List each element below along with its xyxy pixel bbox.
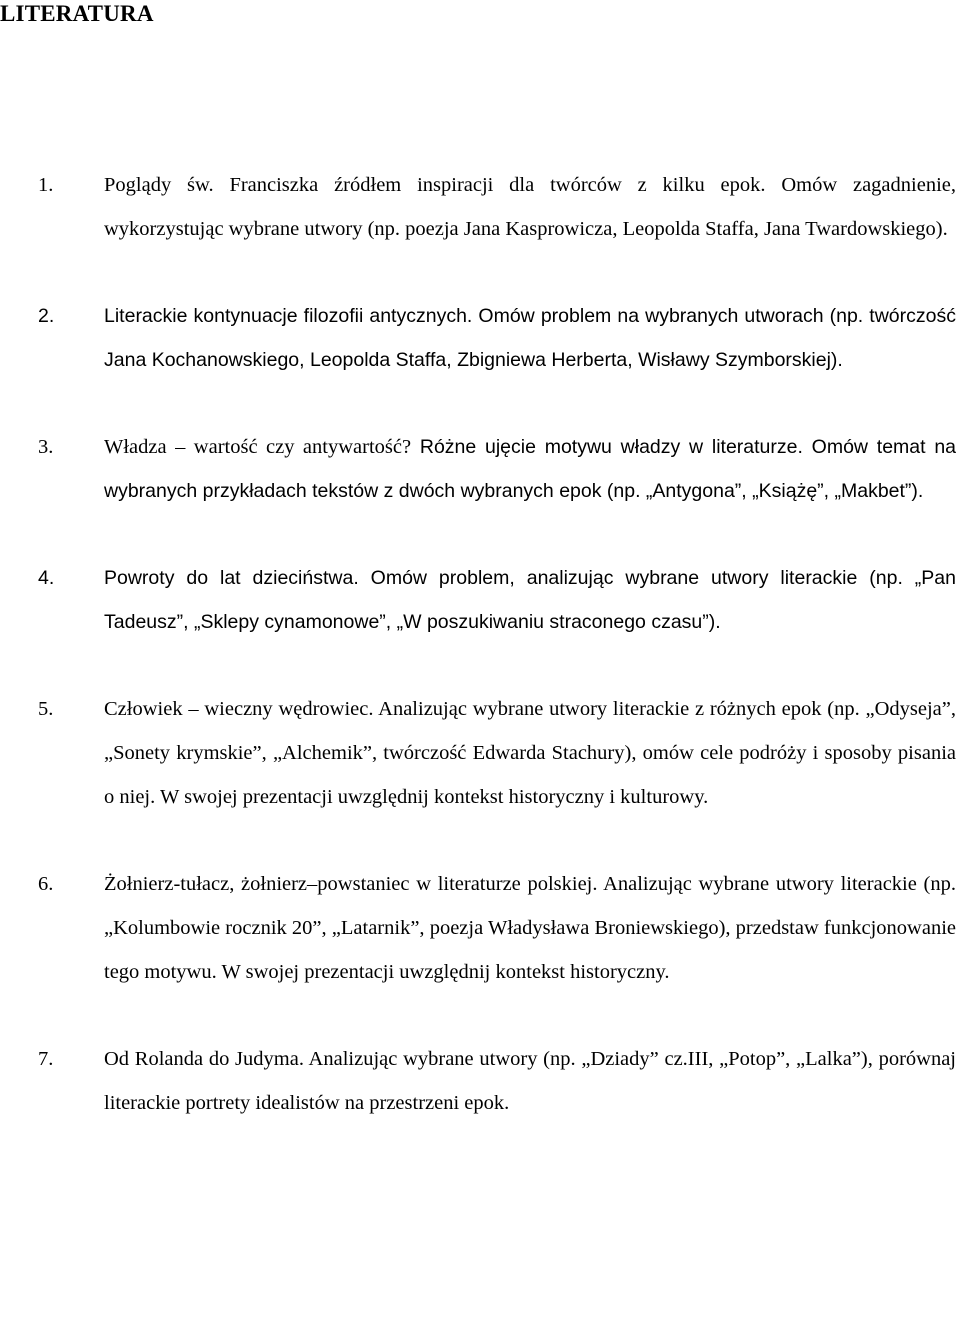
topic-text: Powroty do lat dzieciństwa. Omów problem, analizując wybrane utwory literackie (np. „Pan Tadeusz”, „Sklepy cynamonowe”, „W poszukiwaniu straconego czasu”).	[104, 567, 956, 633]
topic-list	[0, 164, 960, 1125]
topic-number: 6.	[38, 873, 54, 896]
page-title: LITERATURA	[0, 1, 154, 26]
topic-item-4	[0, 557, 960, 644]
topic-number: 7.	[38, 1047, 54, 1070]
topic-number: 5.	[38, 698, 54, 721]
topic-text: Literackie kontynuacje filozofii antycznych. Omów problem na wybranych utworach (np. twórczość Jana Kochanowskiego, Leopolda Staffa, Zbigniewa Herberta, Wisławy Szymborskiej).	[104, 305, 956, 371]
topic-item-1	[0, 164, 960, 251]
topic-item-5	[0, 688, 960, 819]
topic-item-3	[0, 426, 960, 513]
topic-number: 3.	[38, 436, 54, 459]
topic-number: 4.	[38, 567, 55, 590]
topic-number: 1.	[38, 174, 54, 196]
topic-text: Żołnierz-tułacz, żołnierz–powstaniec w literaturze polskiej. Analizując wybrane utwory literackie (np. „Kolumbowie rocznik 20”, „Latarnik”, poezja Władysława Broniewskiego), przedstaw funkcjonowanie tego motywu. W swojej prezentacji uwzględnij kontekst historyczny.	[104, 873, 956, 983]
topic-item-7	[0, 1038, 960, 1125]
topic-text-lead: Władza – wartość czy antywartość?	[104, 436, 412, 459]
topic-text-rest: Różne ujęcie motywu władzy w literaturze. Omów temat na wybranych przykładach tekstów z dwóch wybranych epok (np. „Antygona”, „Książę”, „Makbet”).	[104, 436, 957, 502]
topic-item-2	[0, 295, 960, 382]
topic-text: Człowiek – wieczny wędrowiec. Analizując wybrane utwory literackie z różnych epok (np. „Odyseja”, „Sonety krymskie”, „Alchemik”, twórczość Edwarda Stachury), omów cele podróży i sposoby pisania o niej. W swojej prezentacji uwzględnij kontekst historyczny i kulturowy.	[104, 698, 956, 808]
topic-text: Poglądy św. Franciszka źródłem inspiracji dla twórców z kilku epok. Omów zagadnienie, wykorzystując wybrane utwory (np. poezja Jana Kasprowicza, Leopolda Staffa, Jana Twardowskiego).	[104, 174, 956, 240]
topic-item-6	[0, 863, 960, 994]
topic-text	[104, 426, 956, 513]
topic-text: Od Rolanda do Judyma. Analizując wybrane utwory (np. „Dziady” cz.III, „Potop”, „Lalka”), porównaj literackie portrety idealistów na przestrzeni epok.	[104, 1047, 956, 1114]
topic-number: 2.	[38, 305, 55, 328]
